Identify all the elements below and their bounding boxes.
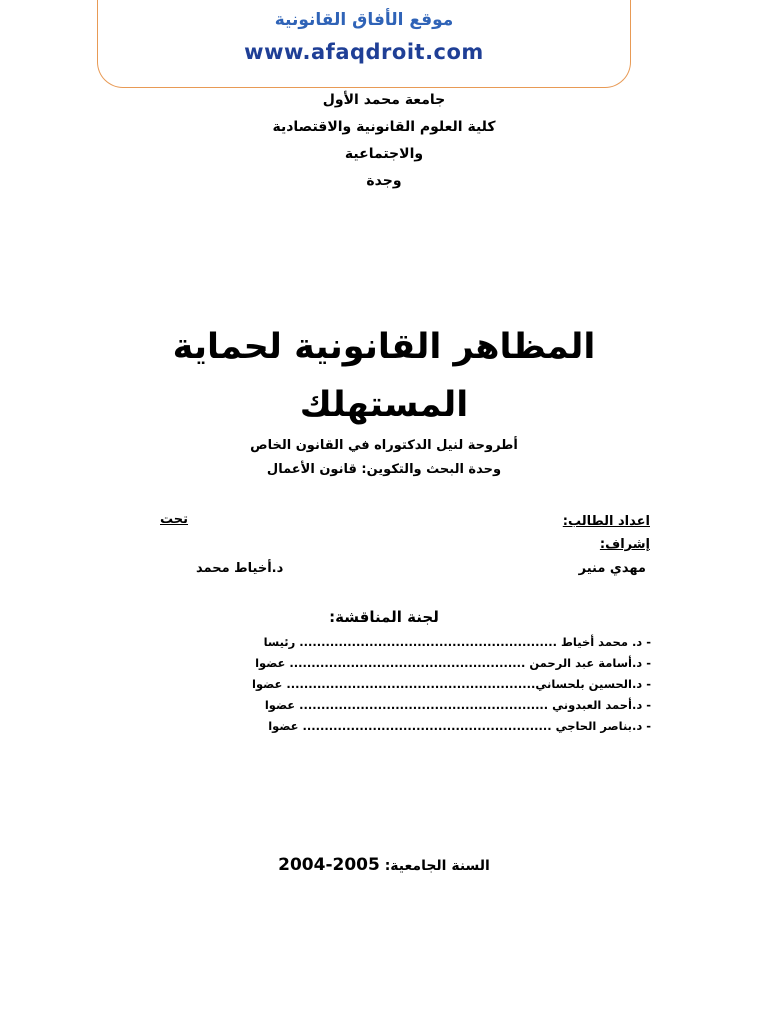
banner-url[interactable]: www.afaqdroit.com: [244, 40, 484, 64]
faculty-name: كلية العلوم القانونية والاقتصادية: [272, 119, 496, 135]
thesis-title-line2: المستهلك: [299, 385, 469, 425]
prepared-by-label: اعداد الطالب:: [562, 514, 650, 529]
site-banner: [97, 0, 631, 88]
committee-member: - د.الحسين بلحساني......................................................... عضوا: [252, 677, 651, 691]
faculty-name-cont: والاجتماعية: [344, 146, 424, 162]
university-name: جامعة محمد الأول: [322, 92, 446, 108]
supervision-label: إشراف:: [599, 537, 650, 552]
committee-member: - د.بناصر الحاجي ......................................................... عضوا: [268, 719, 651, 733]
academic-year: [0, 855, 768, 875]
banner-site-name: موقع الأفاق القانونية: [274, 10, 454, 30]
research-unit: وحدة البحث والتكوين: قانون الأعمال: [266, 462, 502, 477]
city-name: وجدة: [366, 173, 402, 189]
academic-year-label: السنة الجامعية:: [384, 858, 490, 874]
supervisor-name: د.أخياط محمد: [196, 561, 284, 576]
committee-member: - د.أحمد العبدوني ......................................................... عضوا: [264, 698, 651, 712]
thesis-degree: أطروحة لنيل الدكتوراه في القانون الخاص: [250, 438, 518, 453]
committee-title: لجنة المناقشة:: [329, 608, 439, 626]
committee-member: - د.أسامة عبد الرحمن ...................................................... عضوا: [255, 656, 651, 670]
student-name: مهدي منير: [578, 561, 646, 576]
thesis-title-line1: المظاهر القانونية لحماية: [172, 327, 596, 367]
academic-year-value: 2005-2004: [278, 855, 380, 875]
under-label: تحت: [160, 512, 189, 527]
committee-member: - د. محمد أخياط ........................................................... رئيسا: [263, 635, 651, 649]
